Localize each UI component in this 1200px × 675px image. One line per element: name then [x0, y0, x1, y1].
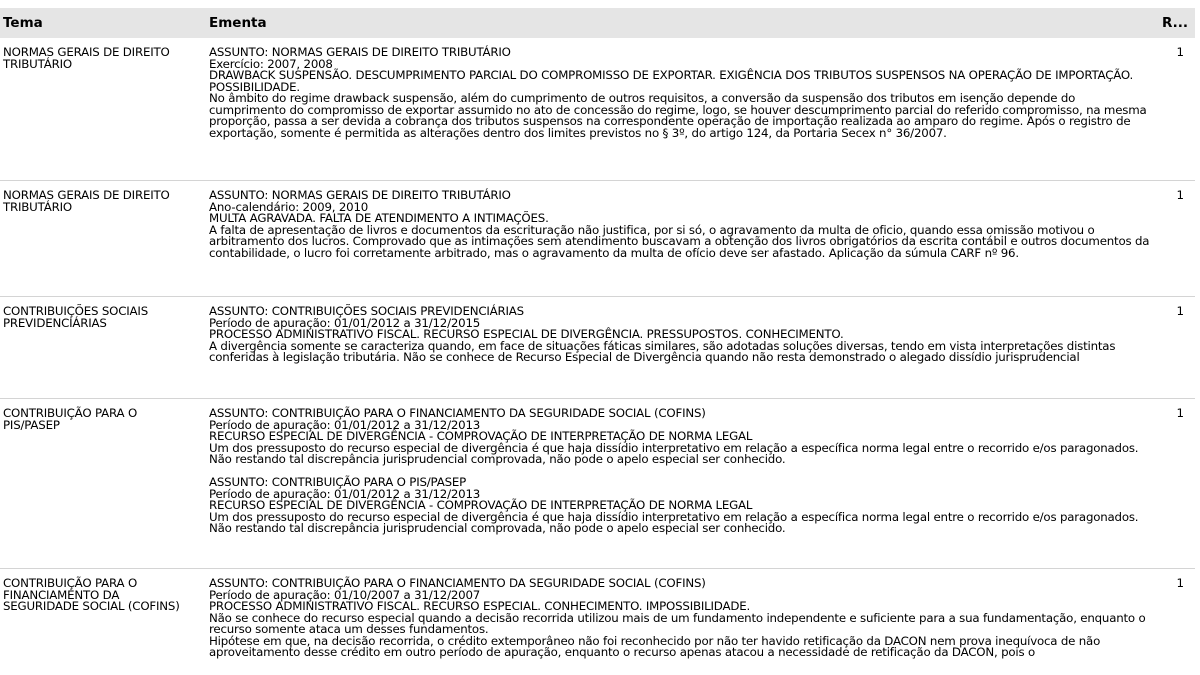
row-ementa [209, 408, 1154, 535]
ementa-titulo: PROCESSO ADMINISTRATIVO FISCAL. RECURSO ESPECIAL. CONHECIMENTO. IMPOSSIBILIDADE. [209, 599, 751, 613]
row-r: 1 [1176, 45, 1184, 59]
ementa-texto: Um dos pressuposto do recurso especial de divergência é que haja dissídio interpretativo em relação a específica norma legal entre o recorrido e/os paragonados. Não restando tal discrepância jurisprudencial comprovada, não pode o apelo especial ser conhecido. [209, 509, 1139, 535]
ementa-block [209, 190, 1154, 259]
ementa-assunto: ASSUNTO: NORMAS GERAIS DE DIREITO TRIBUTÁRIO [209, 45, 511, 59]
row-ementa [209, 578, 1154, 659]
ementa-periodo: Período de apuração: 01/01/2012 a 31/12/2013 [209, 417, 481, 432]
row-ementa [209, 306, 1154, 364]
ementa-periodo: Período de apuração: 01/10/2007 a 31/12/2007 [209, 587, 481, 602]
ementa-texto: No âmbito do regime drawback suspensão, além do cumprimento de outros requisitos, a conversão da suspensão dos tributos em isenção depende do cumprimento do compromisso de exportar assumido no ato de concessão do regime, logo, se houver descumprimento parcial do referido compromisso, na mesma proporção, passa a ser devida a cobrança dos tributos suspensos na correspondente operação de importação realizada ao amparo do regime. Após o registro de exportação, somente é permitida as alterações dentro dos limites previstos no § 3º, do artigo 124, da Portaria Secex n° 36/2007. [209, 91, 1147, 140]
row-r: 1 [1176, 304, 1184, 318]
ementa-titulo: PROCESSO ADMINISTRATIVO FISCAL. RECURSO ESPECIAL DE DIVERGÊNCIA. PRESSUPOSTOS. CONHECIMENTO. [209, 327, 844, 341]
column-header-ementa[interactable]: Ementa [209, 15, 267, 31]
column-header-tema[interactable]: Tema [3, 15, 43, 31]
table-row[interactable] [0, 297, 1195, 399]
row-ementa [209, 47, 1154, 139]
row-tema: CONTRIBUIÇÃO PARA O PIS/PASEP [3, 406, 138, 432]
row-tema: CONTRIBUIÇÃO PARA O FINANCIAMENTO DA SEGURIDADE SOCIAL (COFINS) [3, 576, 180, 613]
ementa-titulo: RECURSO ESPECIAL DE DIVERGÊNCIA - COMPROVAÇÃO DE INTERPRETAÇÃO DE NORMA LEGAL [209, 498, 753, 512]
ementa-assunto: ASSUNTO: CONTRIBUIÇÕES SOCIAIS PREVIDENCIÁRIAS [209, 304, 524, 318]
row-ementa [209, 190, 1154, 259]
ementa-texto: Um dos pressuposto do recurso especial de divergência é que haja dissídio interpretativo em relação a específica norma legal entre o recorrido e/os paragonados. Não restando tal discrepância jurisprudencial comprovada, não pode o apelo especial ser conhecido. [209, 440, 1139, 466]
ementa-texto: A falta de apresentação de livros e documentos da escrituração não justifica, por si só, o agravamento da multa de oficio, quando essa omissão motivou o arbitramento dos lucros. Comprovado que as intimações sem atendimento buscavam a obtenção dos livros obrigatórios da escrita contábil e outros documentos da contabilidade, o lucro foi corretamente arbitrado, mas o agravamento da multa de ofício deve ser afastado. Aplicação da súmula CARF nº 96. [209, 222, 1150, 260]
row-r: 1 [1176, 188, 1184, 202]
ementa-assunto: ASSUNTO: CONTRIBUIÇÃO PARA O PIS/PASEP [209, 475, 467, 489]
ementa-texto: A divergência somente se caracteriza quando, em face de situações fáticas similares, são adotadas soluções diversas, tendo em vista interpretações distintas conferidas à legislação tributária. Não se conhece de Recurso Especial de Divergência quando não resta demonstrado o alegado dissídio jurisprudencial [209, 338, 1116, 364]
table-row[interactable] [0, 569, 1195, 675]
row-r: 1 [1176, 406, 1184, 420]
row-tema: NORMAS GERAIS DE DIREITO TRIBUTÁRIO [3, 45, 170, 71]
ementa-titulo: RECURSO ESPECIAL DE DIVERGÊNCIA - COMPROVAÇÃO DE INTERPRETAÇÃO DE NORMA LEGAL [209, 429, 753, 443]
ementa-assunto: ASSUNTO: CONTRIBUIÇÃO PARA O FINANCIAMENTO DA SEGURIDADE SOCIAL (COFINS) [209, 406, 706, 420]
ementa-periodo: Período de apuração: 01/01/2012 a 31/12/2015 [209, 315, 481, 330]
ementa-periodo: Período de apuração: 01/01/2012 a 31/12/2013 [209, 486, 481, 501]
row-r: 1 [1176, 576, 1184, 590]
table-row[interactable] [0, 38, 1195, 181]
table-row[interactable] [0, 181, 1195, 297]
row-tema: NORMAS GERAIS DE DIREITO TRIBUTÁRIO [3, 188, 170, 214]
table-header [0, 8, 1195, 38]
ementa-block [209, 408, 1154, 466]
top-gap [0, 0, 1200, 8]
ementa-block [209, 306, 1154, 364]
ementa-assunto: ASSUNTO: CONTRIBUIÇÃO PARA O FINANCIAMENTO DA SEGURIDADE SOCIAL (COFINS) [209, 576, 706, 590]
ementa-titulo: MULTA AGRAVADA. FALTA DE ATENDIMENTO A INTIMAÇÕES. [209, 211, 549, 225]
ementa-block [209, 47, 1154, 139]
ementa-texto: Hipótese em que, na decisão recorrida, o crédito extemporâneo não foi reconhecido por não ter havido retificação da DACON nem prova inequívoca de não aproveitamento desse crédito em outro período de apuração, enquanto o recurso apenas atacou a necessidade de retificação da DACON, pois o [209, 633, 1101, 659]
ementa-periodo: Exercício: 2007, 2008 [209, 56, 333, 71]
ementa-periodo: Ano-calendário: 2009, 2010 [209, 199, 369, 214]
column-header-r[interactable]: R... [1162, 15, 1189, 31]
ementa-block [209, 578, 1154, 659]
row-tema: CONTRIBUIÇÕES SOCIAIS PREVIDENCIÁRIAS [3, 304, 148, 330]
ementa-texto: Não se conhece do recurso especial quando a decisão recorrida utilizou mais de um fundamento independente e suficiente para a sua fundamentação, enquanto o recurso somente ataca um desses fundamentos. [209, 610, 1146, 636]
ementa-block [209, 477, 1154, 535]
ementa-titulo: DRAWBACK SUSPENSÃO. DESCUMPRIMENTO PARCIAL DO COMPROMISSO DE EXPORTAR. EXIGÊNCIA DOS TRIBUTOS SUSPENSOS NA OPERAÇÃO DE IMPORTAÇÃO. POSSIBILIDADE. [209, 68, 1134, 94]
ementa-assunto: ASSUNTO: NORMAS GERAIS DE DIREITO TRIBUTÁRIO [209, 188, 511, 202]
table-row[interactable] [0, 399, 1195, 569]
